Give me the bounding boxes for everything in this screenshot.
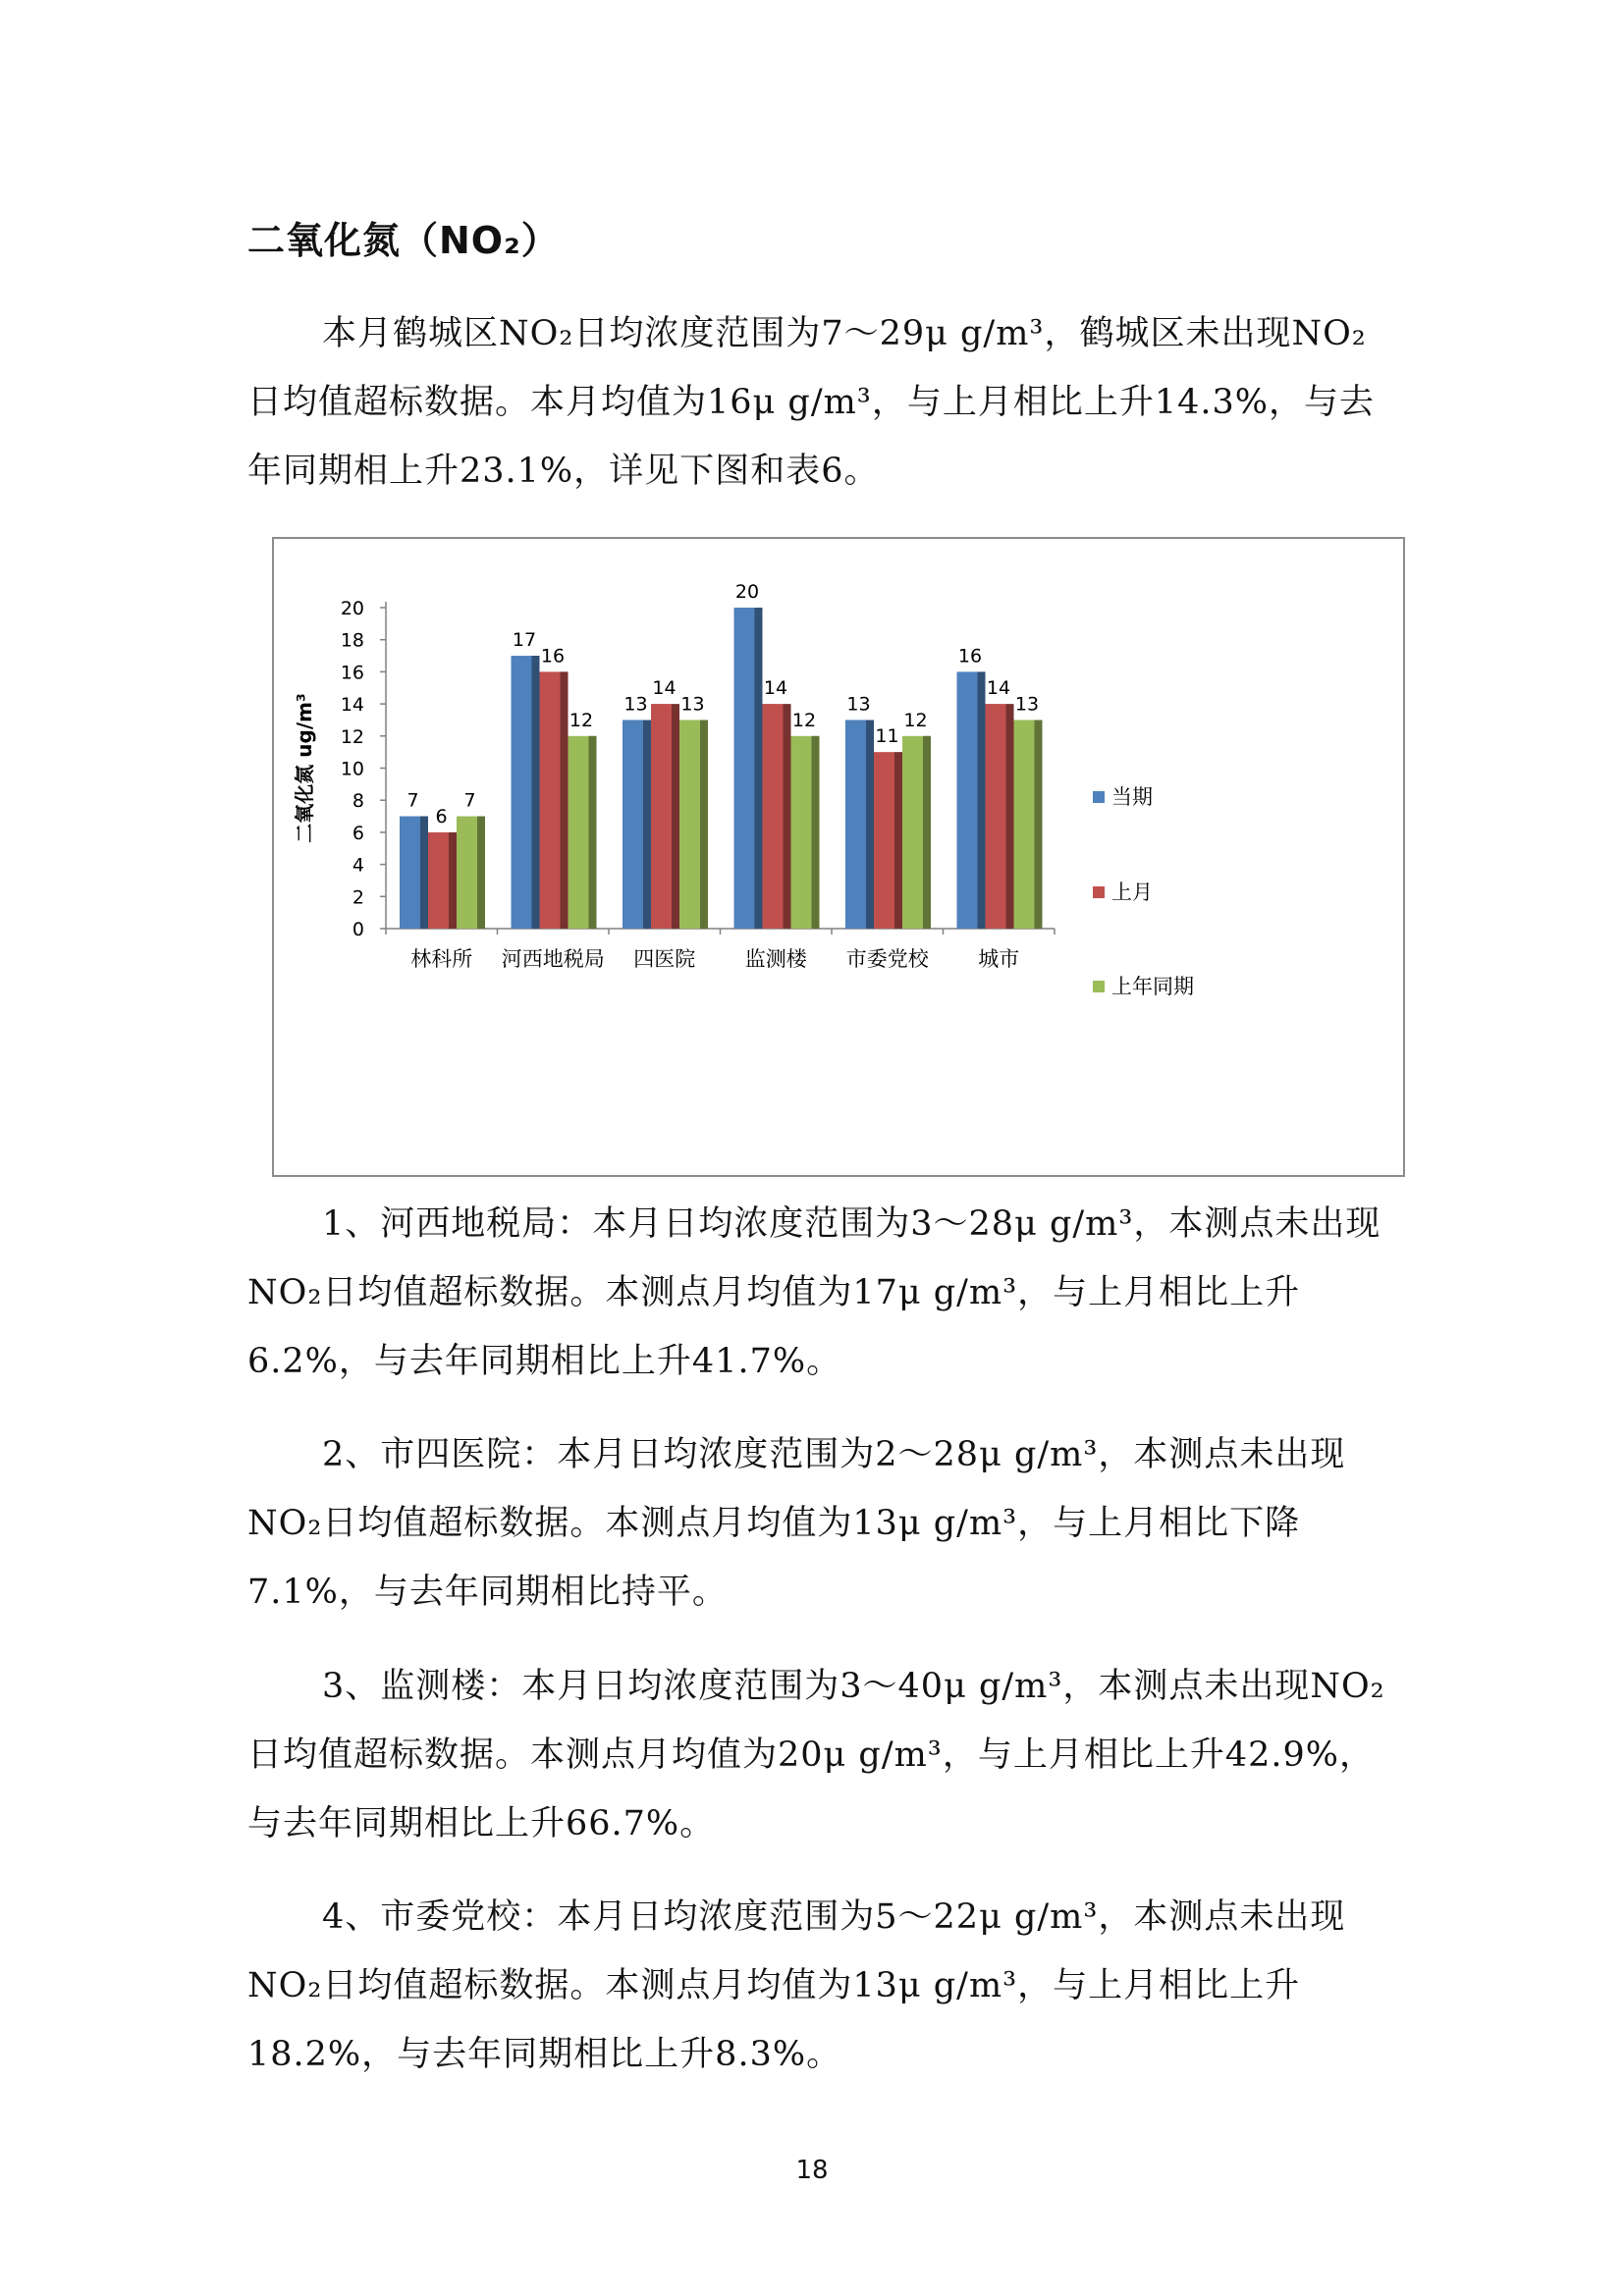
legend-swatch-1 <box>1093 886 1105 898</box>
bar-1-2 <box>568 736 589 929</box>
data-label: 12 <box>903 709 928 731</box>
x-tick-label: 市委党校 <box>845 947 929 971</box>
data-label: 13 <box>623 693 648 716</box>
bar-side-4-1 <box>894 752 902 929</box>
bar-3-1 <box>763 704 784 929</box>
intro-paragraph: 本月鹤城区NO₂日均浓度范围为7～29μ g/m³，鹤城区未出现NO₂日均值超标数据。本月均值为16μ g/m³，与上月相比上升14.3%，与去年同期相上升23.1%，详见下图和表6。 <box>247 314 1376 491</box>
y-tick-label: 12 <box>340 725 364 748</box>
data-label: 17 <box>512 629 537 652</box>
bar-3-0 <box>734 608 755 929</box>
bar-side-4-0 <box>866 720 874 929</box>
legend-entry-0: 当期 <box>1111 785 1153 809</box>
bar-side-4-2 <box>923 736 931 929</box>
bar-side-3-0 <box>755 608 763 929</box>
legend-swatch-0 <box>1093 791 1105 803</box>
data-label: 11 <box>875 725 899 748</box>
data-label: 16 <box>957 645 983 667</box>
bar-side-3-2 <box>812 736 820 929</box>
bar-side-2-1 <box>672 704 679 929</box>
y-axis-label: 二氧化氮 ug/m³ <box>293 693 316 843</box>
bar-2-0 <box>623 720 643 929</box>
y-tick-label: 18 <box>340 629 364 652</box>
bar-side-0-0 <box>420 817 428 929</box>
x-tick-label: 四医院 <box>633 947 696 971</box>
data-label: 7 <box>463 789 476 812</box>
chart-canvas <box>274 539 1403 1175</box>
bar-1-0 <box>512 656 532 929</box>
x-tick-label: 监测楼 <box>744 947 807 971</box>
bar-side-3-1 <box>784 704 791 929</box>
y-tick-label: 0 <box>352 919 364 940</box>
bar-side-2-0 <box>643 720 651 929</box>
bar-side-5-0 <box>978 671 986 929</box>
x-tick-label: 河西地税局 <box>501 947 605 971</box>
data-label: 14 <box>652 677 677 700</box>
y-tick-label: 20 <box>340 598 364 619</box>
data-label: 12 <box>791 709 817 731</box>
bar-side-2-2 <box>700 720 708 929</box>
data-label: 20 <box>734 581 760 603</box>
bar-side-0-1 <box>449 832 457 929</box>
data-label: 16 <box>540 645 566 667</box>
bar-side-1-1 <box>561 671 568 929</box>
bar-5-1 <box>986 704 1006 929</box>
bar-side-5-1 <box>1006 704 1014 929</box>
page-number: 18 <box>795 2156 829 2185</box>
bar-5-2 <box>1014 720 1035 929</box>
data-label: 14 <box>986 677 1011 700</box>
x-tick-label: 林科所 <box>410 947 473 971</box>
y-tick-label: 2 <box>352 886 364 909</box>
y-tick-label: 16 <box>340 662 364 684</box>
bar-4-1 <box>874 752 894 929</box>
data-label: 13 <box>680 693 705 716</box>
bar-4-2 <box>902 736 923 929</box>
y-tick-label: 6 <box>352 822 364 844</box>
bar-4-0 <box>845 720 866 929</box>
item-paragraph-4: 4、市委党校：本月日均浓度范围为5～22μ g/m³，本测点未出现NO₂日均值超标数据。本测点月均值为13μ g/m³，与上月相比上升18.2%，与去年同期相比上升8.3%。 <box>247 1897 1346 2074</box>
bar-side-0-2 <box>477 817 485 929</box>
legend-entry-2: 上年同期 <box>1111 975 1194 998</box>
bar-0-1 <box>428 832 449 929</box>
bar-0-0 <box>400 817 420 929</box>
data-label: 13 <box>846 693 871 716</box>
item-paragraph-1: 1、河西地税局：本月日均浓度范围为3～28μ g/m³，本测点未出现NO₂日均值超标数据。本测点月均值为17μ g/m³，与上月相比上升6.2%，与去年同期相比上升41.7%。 <box>247 1204 1381 1381</box>
bar-side-1-0 <box>532 656 540 929</box>
legend-swatch-2 <box>1093 981 1105 992</box>
bar-5-0 <box>957 671 978 929</box>
bar-0-2 <box>457 817 477 929</box>
item-paragraph-3: 3、监测楼：本月日均浓度范围为3～40μ g/m³，本测点未出现NO₂日均值超标数据。本测点月均值为20μ g/m³，与上月相比上升42.9%，与去年同期相比上升66.7%。 <box>247 1667 1385 1843</box>
bar-3-2 <box>791 736 812 929</box>
bar-2-1 <box>651 704 672 929</box>
data-label: 6 <box>435 805 448 828</box>
bar-side-1-2 <box>589 736 597 929</box>
no2-bar-chart <box>272 537 1405 1177</box>
bar-side-5-2 <box>1035 720 1043 929</box>
section-heading: 二氧化氮（NO₂） <box>247 219 560 262</box>
y-tick-label: 8 <box>352 790 364 813</box>
data-label: 13 <box>1014 693 1040 716</box>
item-paragraph-2: 2、市四医院：本月日均浓度范围为2～28μ g/m³，本测点未出现NO₂日均值超标数据。本测点月均值为13μ g/m³，与上月相比下降7.1%，与去年同期相比持平。 <box>247 1435 1346 1612</box>
bar-2-2 <box>679 720 700 929</box>
legend-entry-1: 上月 <box>1111 881 1153 904</box>
y-tick-label: 10 <box>340 758 364 780</box>
bar-1-1 <box>540 671 561 929</box>
data-label: 14 <box>763 677 788 700</box>
y-tick-label: 4 <box>352 854 364 877</box>
data-label: 12 <box>568 709 594 731</box>
y-tick-label: 14 <box>340 694 364 717</box>
x-tick-label: 城市 <box>978 947 1020 971</box>
data-label: 7 <box>406 789 419 812</box>
